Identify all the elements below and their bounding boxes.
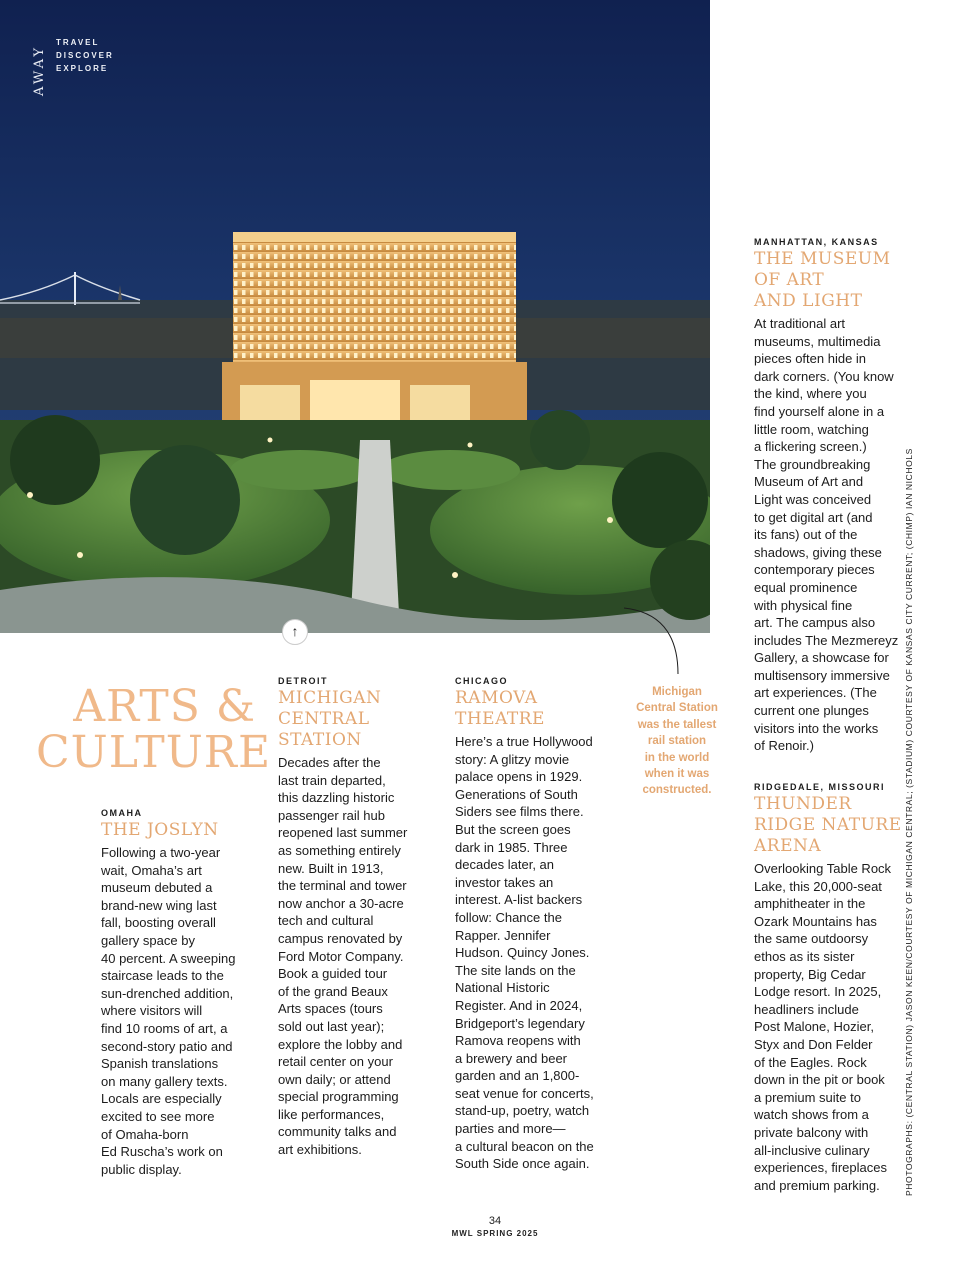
- article-headline: THE MUSEUM OF ART AND LIGHT: [754, 249, 891, 311]
- article-joslyn: [101, 808, 261, 1178]
- article-headline: THUNDER RIDGE NATURE ARENA: [754, 794, 902, 856]
- magazine-issue: MWL SPRING 2025: [451, 1229, 539, 1238]
- article-body: Following a two-year wait, Omaha’s art museum debuted a brand-new wing last fall, boosting overall gallery space by 40 percent. A sweeping staircase leads to the sun-drenched addition, where visitors will find 10 rooms of art, a second-story patio and Spanish translations on many gallery texts. Locals are especially excited to see more of Omaha-born Ed Ruscha’s work on public display.: [101, 845, 236, 1177]
- article-headline: MICHIGAN CENTRAL STATION: [278, 688, 382, 750]
- arrow-up-icon: ↑: [282, 619, 308, 645]
- page-number: 34: [488, 1215, 502, 1227]
- tagline-line: EXPLORE: [56, 64, 109, 73]
- page-footer: [420, 1215, 570, 1238]
- tagline-line: DISCOVER: [56, 51, 114, 60]
- article-body: Here’s a true Hollywood story: A glitzy movie palace opens in 1929. Generations of South Siders see films there. But the screen goes dark in 1985. Three decades later, an investor takes an interest. A-list backers follow: Chance the Rapper. Jennifer Hudson. Quincy Jones. The site lands on the National Historic Register. And in 2024, Bridgeport’s legendary Ramova reopens with a brewery and beer garden and an 1,800- seat venue for concerts, stand-up, poetry, watch parties and more— a cultural beacon on the South Side once again.: [455, 734, 594, 1172]
- article-kicker: DETROIT: [278, 676, 328, 686]
- photo-credits-text: PHOTOGRAPHS: (CENTRAL STATION) JASON KEEN/COURTESY OF MICHIGAN CENTRAL; (STADIUM) COURTESY OF KANSAS CITY CURRENT; (CHIMP) IAN NICHOLS: [904, 448, 914, 1196]
- article-thunder-ridge: [754, 782, 914, 1194]
- section-label: AWAY: [32, 44, 47, 96]
- article-kicker: MANHATTAN, KANSAS: [754, 237, 879, 247]
- article-headline: THE JOSLYN: [101, 820, 219, 840]
- feature-title-line2: CULTURE: [36, 727, 272, 778]
- article-headline: RAMOVA THEATRE: [455, 688, 545, 729]
- photo-caption: Michigan Central Station was the tallest rail station in the world when it was constructed.: [636, 686, 718, 797]
- article-michigan-central: [278, 676, 438, 1159]
- article-kicker: OMAHA: [101, 808, 143, 818]
- article-body: Decades after the last train departed, this dazzling historic passenger rail hub reopened last summer as something entirely new. Built in 1913, the terminal and tower now anchor a 30-acre tech and cultural campus renovated by Ford Motor Company. Book a guided tour of the grand Beaux Arts spaces (tours sold out last year); explore the lobby and retail center on your own daily; or attend special programming like performances, community talks and art exhibitions.: [278, 755, 408, 1158]
- feature-title: [36, 681, 272, 778]
- article-kicker: CHICAGO: [455, 676, 508, 686]
- photo-credits: [900, 448, 924, 1198]
- article-ramova: [455, 676, 620, 1173]
- article-kicker: RIDGEDALE, MISSOURI: [754, 782, 886, 792]
- michigan-central-station-illustration: [0, 0, 710, 633]
- article-museum-art-light: [754, 237, 914, 755]
- section-tagline: [56, 36, 114, 75]
- hero-photo: [0, 0, 710, 633]
- feature-title-line1: ARTS &: [73, 681, 256, 732]
- tagline-line: TRAVEL: [56, 38, 100, 47]
- section-logo: [18, 34, 58, 96]
- article-body: Overlooking Table Rock Lake, this 20,000-seat amphitheater in the Ozark Mountains has the same outdoorsy ethos as its sister property, Big Cedar Lodge resort. In 2025, headliners include Post Malone, Hozier, Styx and Don Felder of the Eagles. Rock down in the pit or book a premium suite to watch shows from a private balcony with all-inclusive culinary experiences, fireplaces and premium parking.: [754, 861, 892, 1193]
- caption-leader-line: [620, 604, 690, 676]
- article-body: At traditional art museums, multimedia pieces often hide in dark corners. (You know the kind, where you find yourself alone in a little room, watching a flickering screen.) The groundbreaking Museum of Art and Light was conceived to get digital art (and its fans) out of the shadows, giving these contemporary pieces equal prominence with physical fine art. The campus also includes The Mezmereyz Gallery, a showcase for multisensory immersive art experiences. (The current one plunges visitors into the works of Renoir.): [754, 316, 899, 754]
